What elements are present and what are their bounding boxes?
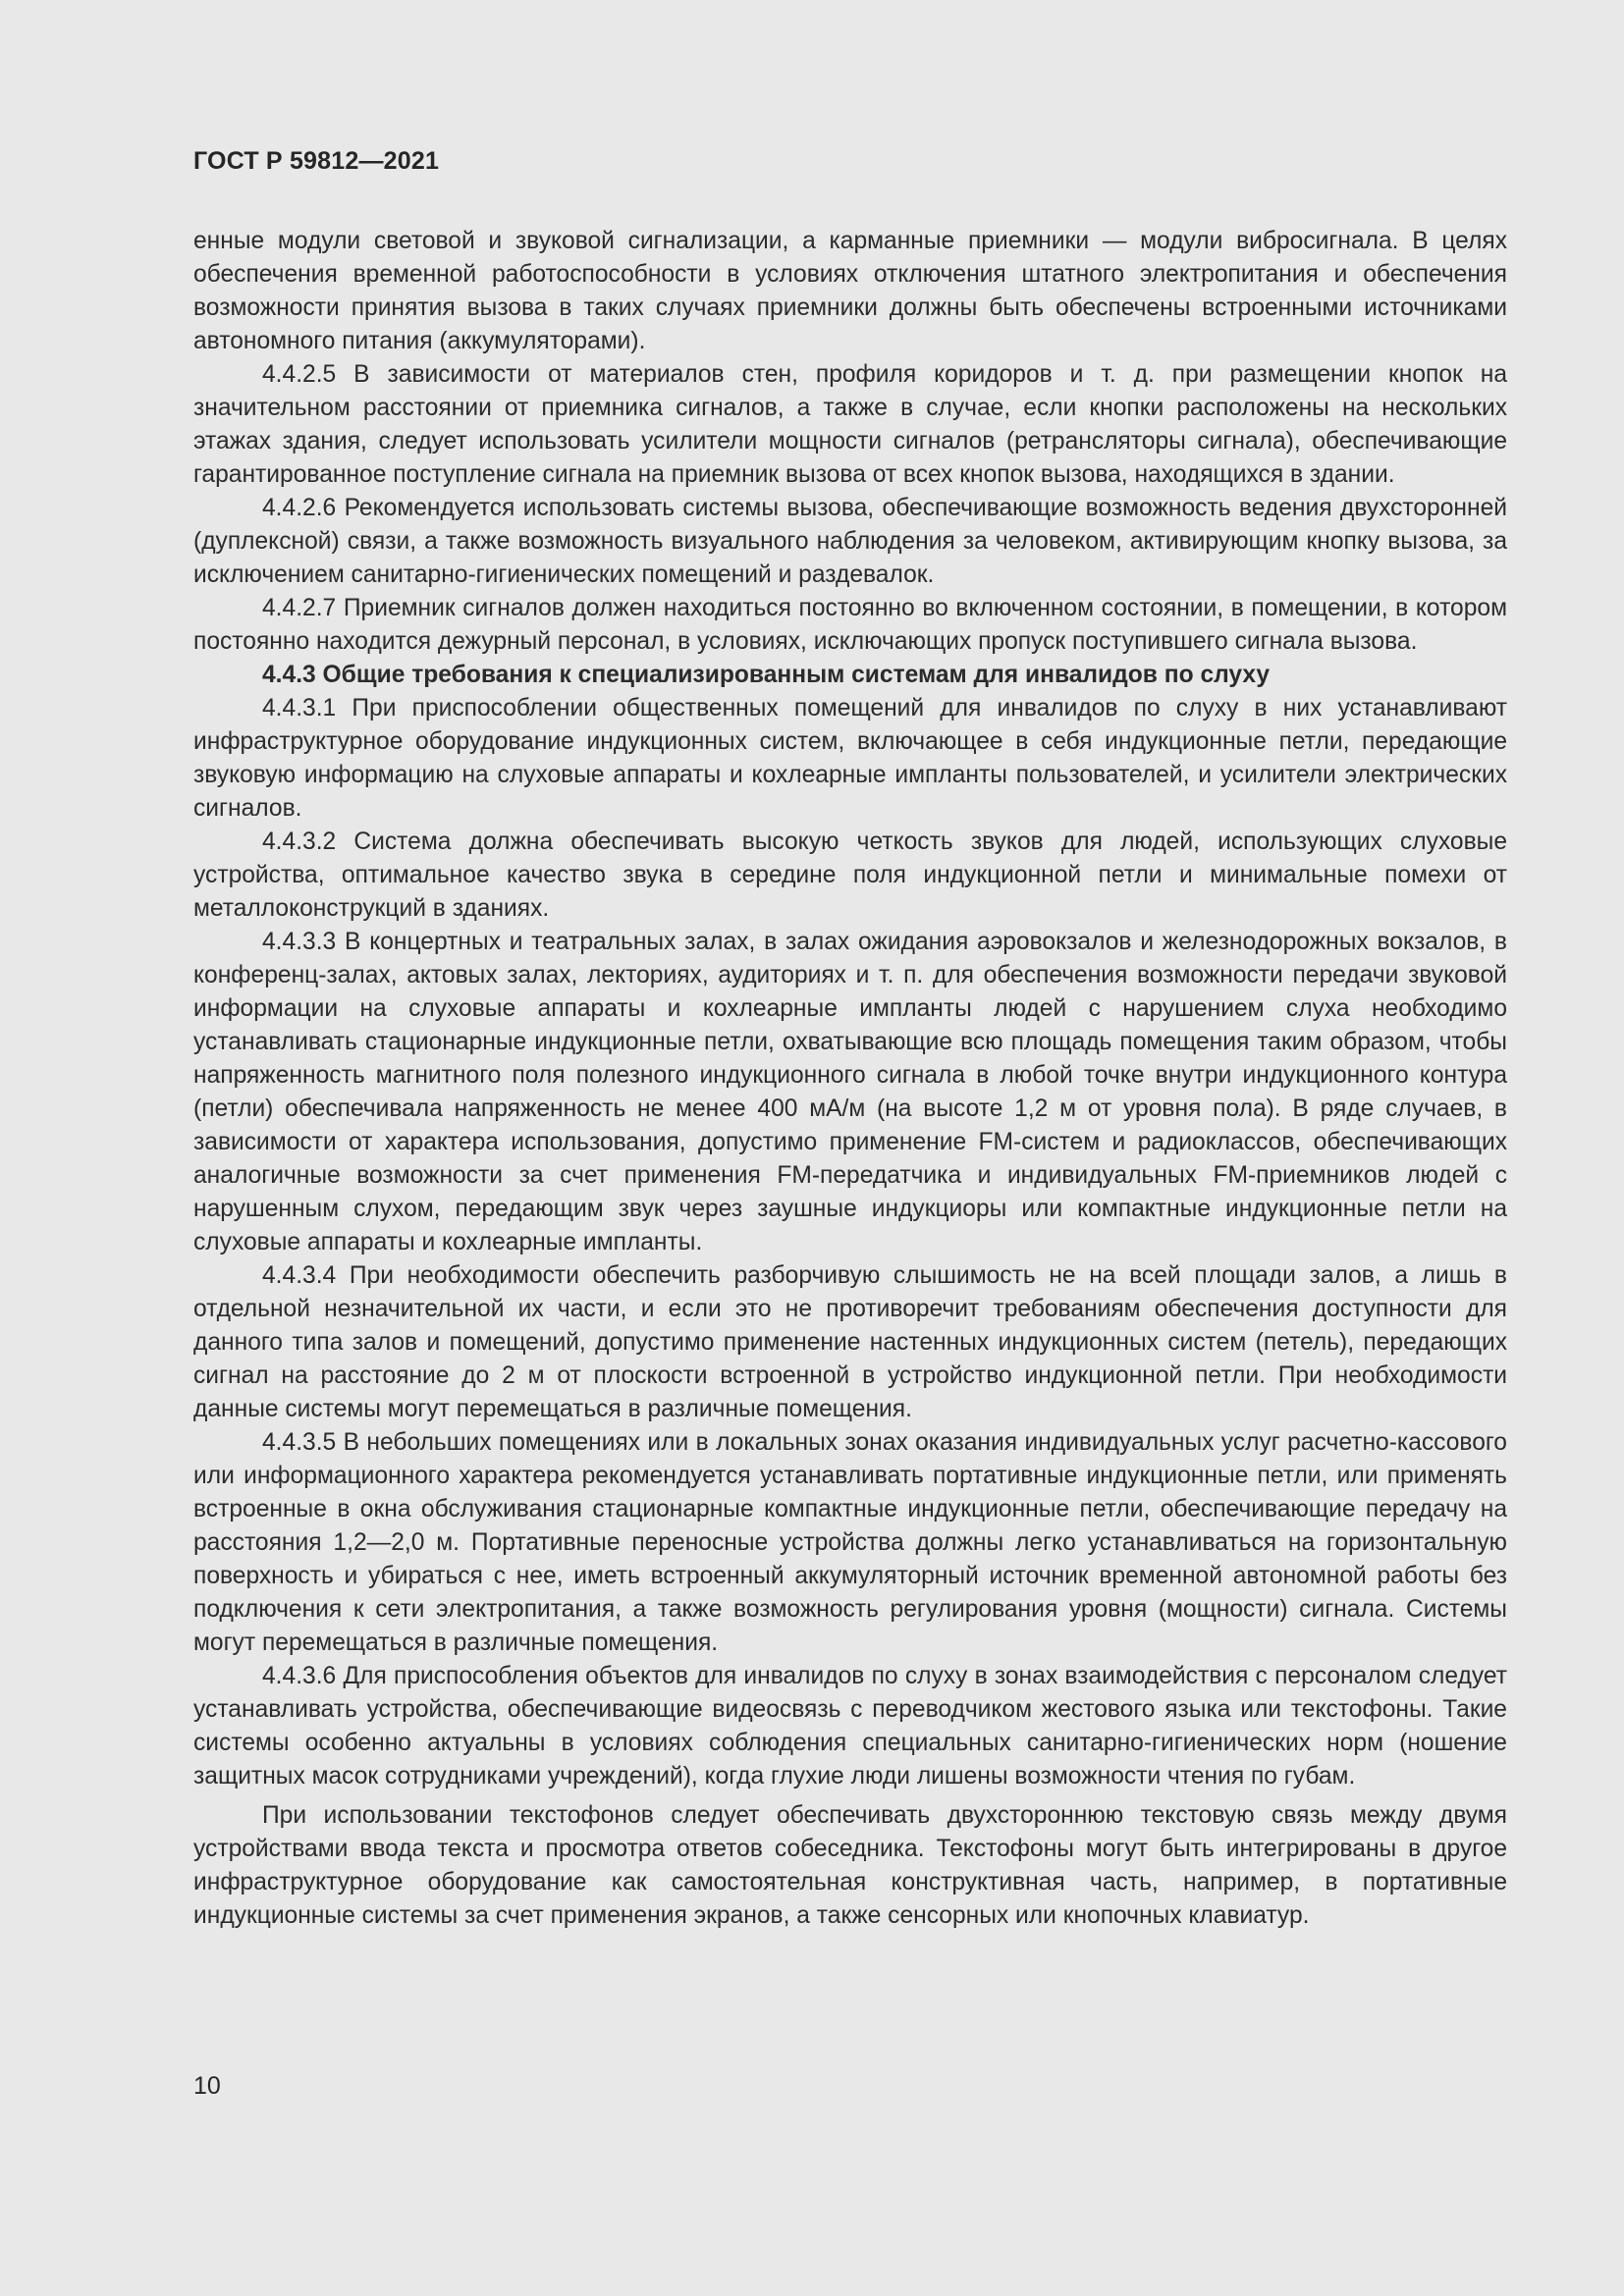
page-number: 10 [193,2072,221,2100]
document-body [193,225,1507,1933]
paragraph-4-4-2-5: 4.4.2.5 В зависимости от материалов стен, профиля коридоров и т. д. при размещении кнопок на значительном расстоянии от приемника сигналов, а также в случае, если кнопки расположены на нескольких этажах здания, следует использовать усилители мощности сигналов (ретрансляторы сигнала), обеспечивающие гарантированное поступление сигнала на приемник вызова от всех кнопок вызова, находящихся в здании. [193,361,1507,488]
paragraph-4-4-3-1: 4.4.3.1 При приспособлении общественных помещений для инвалидов по слуху в них устанавливают инфраструктурное оборудование индукционных систем, включающее в себя индукционные петли, передающие звуковую информацию на слуховые аппараты и кохлеарные импланты пользователей, и усилители электрических сигналов. [193,695,1507,822]
document-standard-id: ГОСТ Р 59812—2021 [193,147,440,175]
paragraph-4-4-3-3: 4.4.3.3 В концертных и театральных залах, в залах ожидания аэровокзалов и железнодорожных вокзалов, в конференц-залах, актовых залах, лекториях, аудиториях и т. п. для обеспечения возможности передачи звуковой информации на слуховые аппараты и кохлеарные импланты людей с нарушением слуха необходимо устанавливать стационарные индукционные петли, охватывающие всю площадь помещения таким образом, чтобы напряженность магнитного поля полезного индукционного сигнала в любой точке внутри индукционного контура (петли) обеспечивала напряженность не менее 400 мА/м (на высоте 1,2 м от уровня пола). В ряде случаев, в зависимости от характера использования, допустимо применение FM-систем и радиоклассов, обеспечивающих аналогичные возможности за счет применения FM-передатчика и индивидуальных FM-приемников людей с нарушенным слухом, передающим звук через заушные индукциоры или компактные индукционные петли на слуховые аппараты и кохлеарные импланты. [193,929,1507,1255]
paragraph-4-4-3-4: 4.4.3.4 При необходимости обеспечить разборчивую слышимость не на всей площади залов, а лишь в отдельной незначительной их части, и если это не противоречит требованиям обеспечения доступности для данного типа залов и помещений, допустимо применение настенных индукционных систем (петель), передающих сигнал на расстояние до 2 м от плоскости встроенной в устройство индукционной петли. При необходимости данные системы могут перемещаться в различные помещения. [193,1262,1507,1422]
paragraph-4-4-2-7: 4.4.2.7 Приемник сигналов должен находиться постоянно во включенном состоянии, в помещении, в котором постоянно находится дежурный персонал, в условиях, исключающих пропуск поступившего сигнала вызова. [193,595,1507,655]
paragraph-4-4-2-6: 4.4.2.6 Рекомендуется использовать системы вызова, обеспечивающие возможность ведения двухсторонней (дуплексной) связи, а также возможность визуального наблюдения за человеком, активирующим кнопку вызова, за исключением санитарно-гигиенических помещений и раздевалок. [193,495,1507,588]
paragraph-4-4-3-5: 4.4.3.5 В небольших помещениях или в локальных зонах оказания индивидуальных услуг расчетно-кассового или информационного характера рекомендуется устанавливать портативные индукционные петли, или применять встроенные в окна обслуживания стационарные компактные индукционные петли, обеспечивающие передачу на расстояния 1,2—2,0 м. Портативные переносные устройства должны легко устанавливаться на горизонтальную поверхность и убираться с нее, иметь встроенный аккумуляторный источник временной автономной работы без подключения к сети электропитания, а также возможность регулирования уровня (мощности) сигнала. Системы могут перемещаться в различные помещения. [193,1429,1507,1656]
section-heading-4-4-3: 4.4.3 Общие требования к специализированным системам для инвалидов по слуху [262,662,1271,688]
paragraph-4-4-3-6: 4.4.3.6 Для приспособления объектов для инвалидов по слуху в зонах взаимодействия с персоналом следует устанавливать устройства, обеспечивающие видеосвязь с переводчиком жестового языка или текстофоны. Такие системы особенно актуальны в условиях соблюдения специальных санитарно-гигиенических норм (ношение защитных масок сотрудниками учреждений), когда глухие люди лишены возможности чтения по губам. [193,1663,1507,1789]
paragraph-textphones: При использовании текстофонов следует обеспечивать двухстороннюю текстовую связь между двумя устройствами ввода текста и просмотра ответов собеседника. Текстофоны могут быть интегрированы в другое инфраструктурное оборудование как самостоятельная конструктивная часть, например, в портативные индукционные системы за счет применения экранов, а также сенсорных или кнопочных клавиатур. [193,1802,1507,1929]
paragraph-continuation: енные модули световой и звуковой сигнализации, а карманные приемники — модули вибросигнала. В целях обеспечения временной работоспособности в условиях отключения штатного электропитания и обеспечения возможности принятия вызова в таких случаях приемники должны быть обеспечены встроенными источниками автономного питания (аккумуляторами). [193,228,1507,354]
paragraph-4-4-3-2: 4.4.3.2 Система должна обеспечивать высокую четкость звуков для людей, использующих слуховые устройства, оптимальное качество звука в середине поля индукционной петли и минимальные помехи от металлоконструкций в зданиях. [193,828,1507,922]
